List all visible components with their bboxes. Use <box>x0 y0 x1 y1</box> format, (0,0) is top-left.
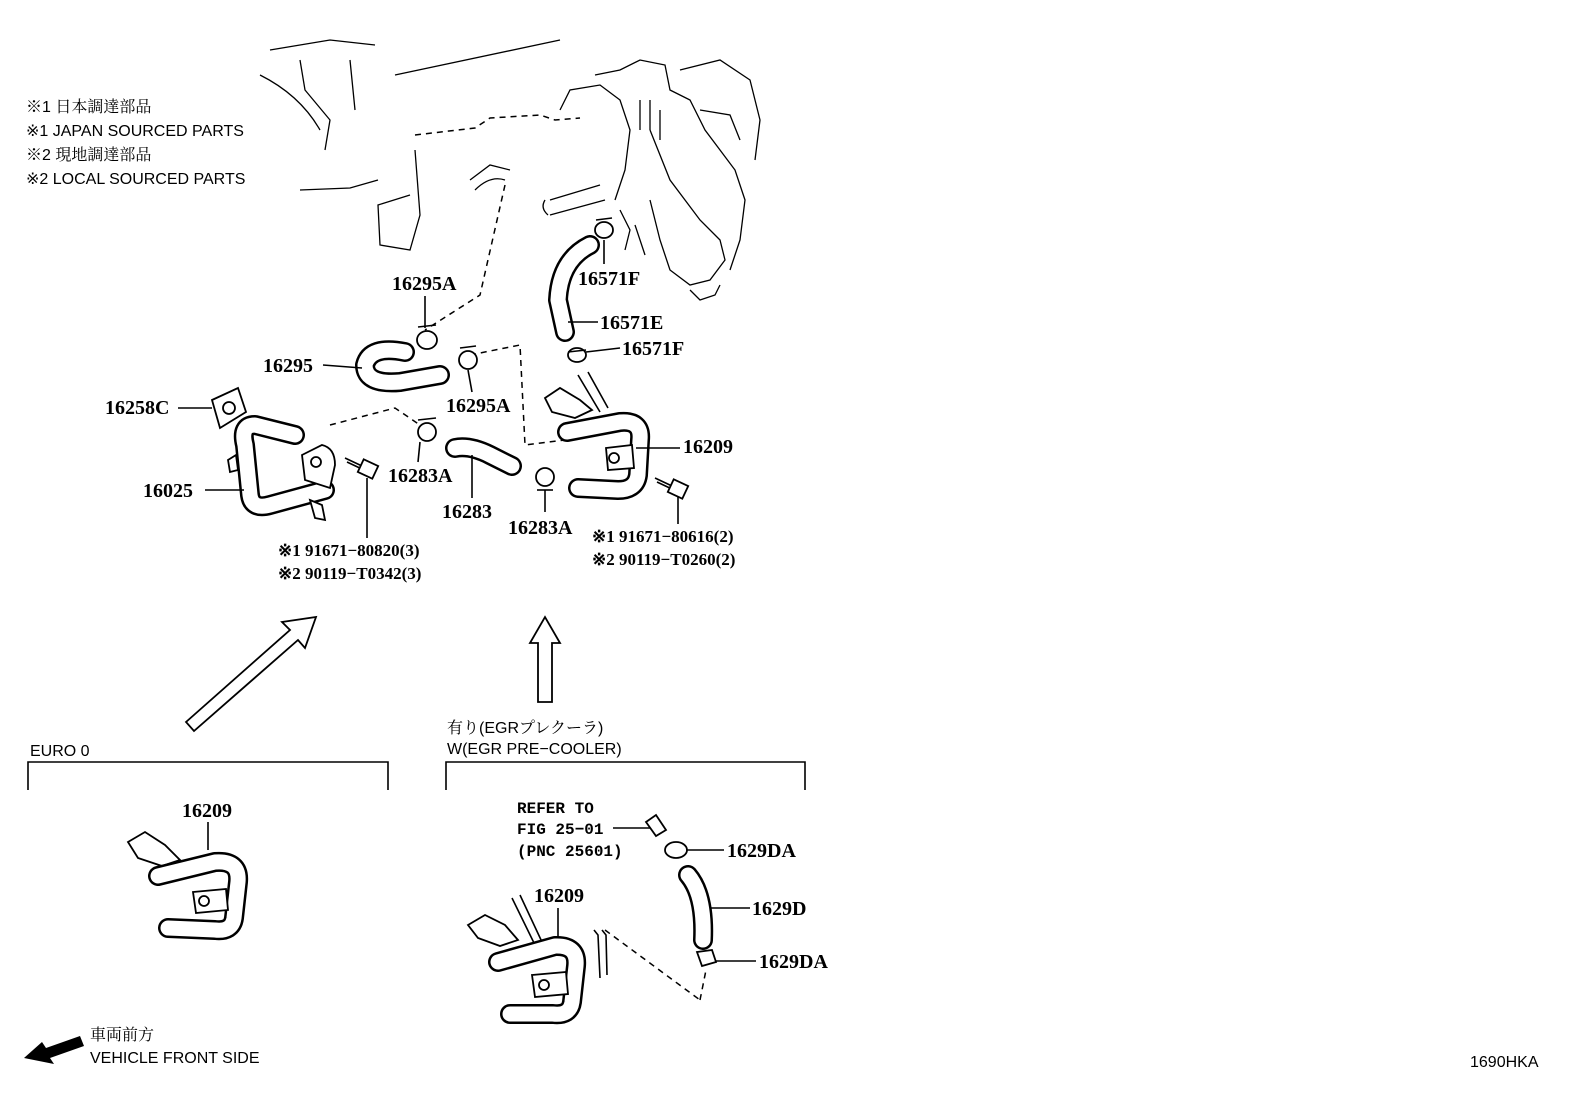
label-16295A-top: 16295A <box>392 273 457 295</box>
note-japan-jp: ※1 日本調達部品 <box>26 99 152 116</box>
label-16283: 16283 <box>442 501 492 523</box>
label-16295A-mid: 16295A <box>446 395 511 417</box>
clamp-1629DA-bottom <box>697 950 716 966</box>
label-bolt-right-japan: ※1 91671−80616(2) <box>592 527 734 546</box>
label-16571E: 16571E <box>600 312 664 334</box>
egr-label-1629D: 1629D <box>752 898 807 920</box>
pipe-16209 <box>545 372 640 490</box>
connection-lines <box>330 185 706 1000</box>
label-bolt-right-local: ※2 90119−T0260(2) <box>592 550 736 569</box>
euro0-title: EURO 0 <box>30 743 90 760</box>
clamp-16571F-bottom <box>568 348 586 362</box>
clamp-16295A-top <box>417 325 437 349</box>
note-local-en: ※2 LOCAL SOURCED PARTS <box>26 171 246 188</box>
arrows <box>186 617 560 731</box>
label-16258C: 16258C <box>105 397 170 419</box>
clamp-16571F-top <box>595 218 613 238</box>
euro0-label-16209: 16209 <box>182 800 232 822</box>
label-16571F-top: 16571F <box>578 268 641 290</box>
hose-16283 <box>455 447 512 466</box>
label-16283A-left: 16283A <box>388 465 453 487</box>
bolt-right <box>655 478 688 499</box>
egr-label-1629DA-bottom: 1629DA <box>759 951 828 973</box>
vehicle-front-indicator <box>24 1026 260 1067</box>
note-local-jp: ※2 現地調達部品 <box>26 147 152 164</box>
label-16295: 16295 <box>263 355 313 377</box>
label-16025: 16025 <box>143 480 193 502</box>
refer-line-1: REFER TO <box>517 800 594 818</box>
label-16571F-mid: 16571F <box>622 338 685 360</box>
figure-code: 1690HKA <box>1470 1054 1539 1071</box>
clamp-16283A-right <box>536 468 554 490</box>
egr-label-1629DA-top: 1629DA <box>727 840 796 862</box>
egr-title-jp: 有り(EGRプレクーラ) <box>447 720 604 737</box>
refer-line-3: (PNC 25601) <box>517 843 623 861</box>
front-label-jp: 車両前方 <box>90 1027 155 1044</box>
clamp-16283A-left <box>418 418 436 441</box>
engine-outline <box>260 40 760 300</box>
clamp-1629DA-top <box>665 842 687 858</box>
arrow-diagonal <box>186 617 316 731</box>
egr-variant <box>446 719 828 1014</box>
label-bolt-left-local: ※2 90119−T0342(3) <box>278 564 422 583</box>
arrow-up <box>530 617 560 702</box>
sourcing-notes <box>26 98 245 188</box>
pipe-16025 <box>228 425 335 520</box>
note-japan-en: ※1 JAPAN SOURCED PARTS <box>26 123 244 140</box>
refer-line-2: FIG 25−01 <box>517 821 604 839</box>
front-arrow-icon <box>24 1036 84 1064</box>
part-labels-main <box>105 240 735 583</box>
label-16283A-right: 16283A <box>508 517 573 539</box>
egr-label-16209: 16209 <box>534 885 584 907</box>
euro0-variant <box>28 743 388 930</box>
bolt-left <box>345 458 378 479</box>
clamp-16295A-mid <box>459 346 477 369</box>
egr-title-en: W(EGR PRE−COOLER) <box>447 741 622 758</box>
label-bolt-left-japan: ※1 91671−80820(3) <box>278 541 420 560</box>
hose-16295 <box>365 350 440 382</box>
label-16209: 16209 <box>683 436 733 458</box>
front-label-en: VEHICLE FRONT SIDE <box>90 1050 260 1067</box>
